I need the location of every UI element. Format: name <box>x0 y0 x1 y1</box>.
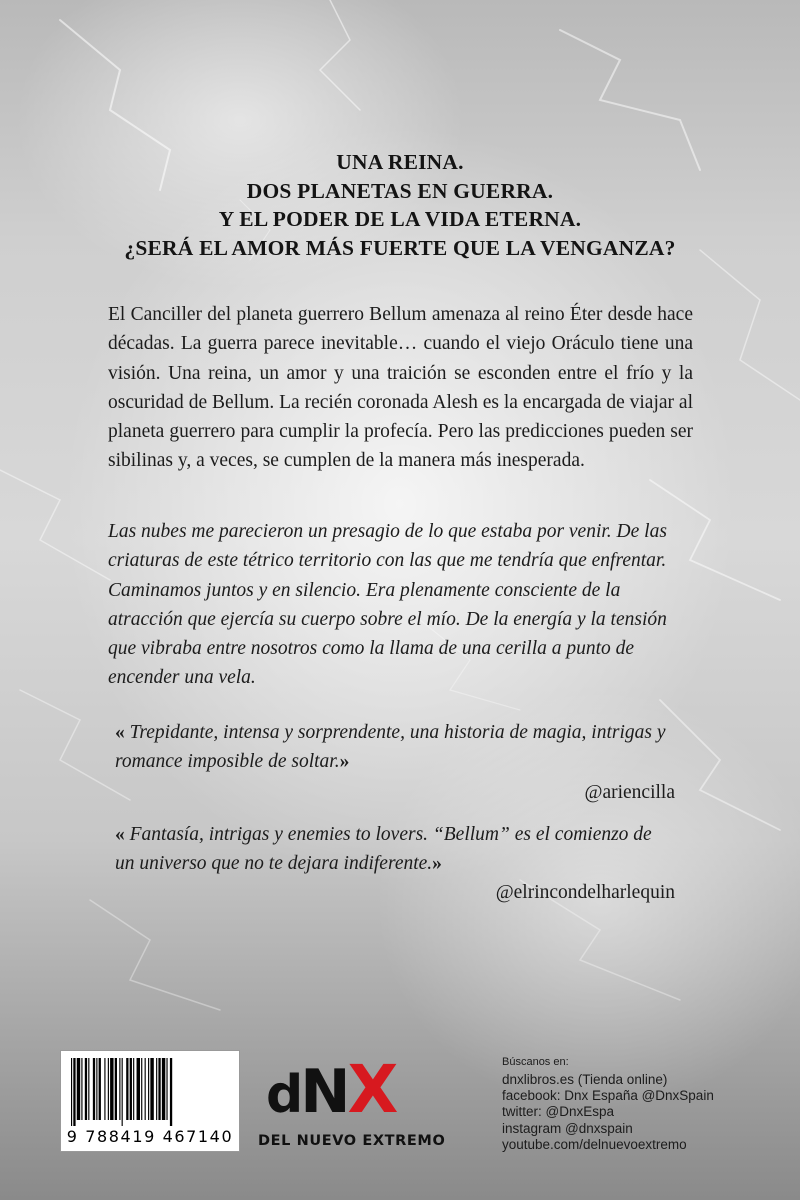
publisher-logo <box>258 1051 458 1160</box>
review-quote-body: Fantasía, intrigas y enemies to lovers. “Bellum” es el comienzo de un universo que no te dejara indiferente. <box>115 824 652 874</box>
contact-info <box>502 1056 714 1153</box>
headline-line-3: Y EL PODER DE LA VIDA ETERNA. <box>218 207 582 231</box>
contact-youtube: youtube.com/delnuevoextremo <box>502 1136 687 1152</box>
contact-website: dnxlibros.es (Tienda online) <box>502 1072 668 1087</box>
review-quote-2 <box>115 820 675 907</box>
excerpt-paragraph-1: Las nubes me parecieron un presagio de lo que estaba por venir. De las criaturas de este tétrico territorio con las que me tendría que enfrentar. <box>108 521 667 572</box>
dnx-logo-mark: dNX <box>266 1051 396 1128</box>
open-guillemet: « <box>115 824 125 845</box>
close-guillemet: » <box>339 751 350 772</box>
headline-line-1: UNA REINA. <box>336 150 464 174</box>
review-quote-body: Trepidante, intensa y sorprendente, una historia de magia, intrigas y romance imposible de soltar. <box>115 722 666 772</box>
review-author: @elrincondelharlequin <box>495 882 675 903</box>
close-guillemet: » <box>432 853 442 874</box>
headline <box>0 148 800 262</box>
isbn-barcode <box>60 1050 240 1152</box>
excerpt <box>108 517 698 693</box>
review-author: @ariencilla <box>584 782 675 803</box>
contact-instagram: instagram @dnxspain <box>502 1120 633 1136</box>
headline-line-2: DOS PLANETAS EN GUERRA. <box>246 178 554 203</box>
review-quote-1 <box>115 718 675 807</box>
excerpt-paragraph-2: Caminamos juntos y en silencio. Era plenamente consciente de la atracción que ejercía su cuerpo sobre el mío. De la energía y la tensión que vibraba entre nosotros como la llama de una cerilla a punto de encender una vela. <box>108 579 667 689</box>
synopsis-paragraph: El Canciller del planeta guerrero Bellum amenaza al reino Éter desde hace décadas. La guerra parece inevitable… cuando el viejo Oráculo tiene una visión. Una reina, un amor y una traición se esconden entre el frío y la oscuridad de Bellum. La recién coronada Alesh es la encargada de viajar al planeta guerrero para cumplir la profecía. Pero las predicciones pueden ser sibilinas y, a veces, se cumplen de la manera más inesperada. <box>108 304 693 472</box>
review-quote-text <box>115 718 675 776</box>
open-guillemet: « <box>115 722 125 743</box>
review-quote-text <box>115 820 675 878</box>
contact-facebook: facebook: Dnx España @DnxSpain <box>502 1088 714 1104</box>
barcode-bars <box>69 1058 231 1126</box>
isbn-number: 9 788419 467140 <box>66 1127 234 1146</box>
contact-twitter: twitter: @DnxEspa <box>502 1104 614 1120</box>
publisher-name: DEL NUEVO EXTREMO <box>258 1133 446 1149</box>
contact-heading: Búscanos en: <box>502 1056 569 1068</box>
headline-line-4: ¿SERÁ EL AMOR MÁS FUERTE QUE LA VENGANZA? <box>124 235 676 260</box>
